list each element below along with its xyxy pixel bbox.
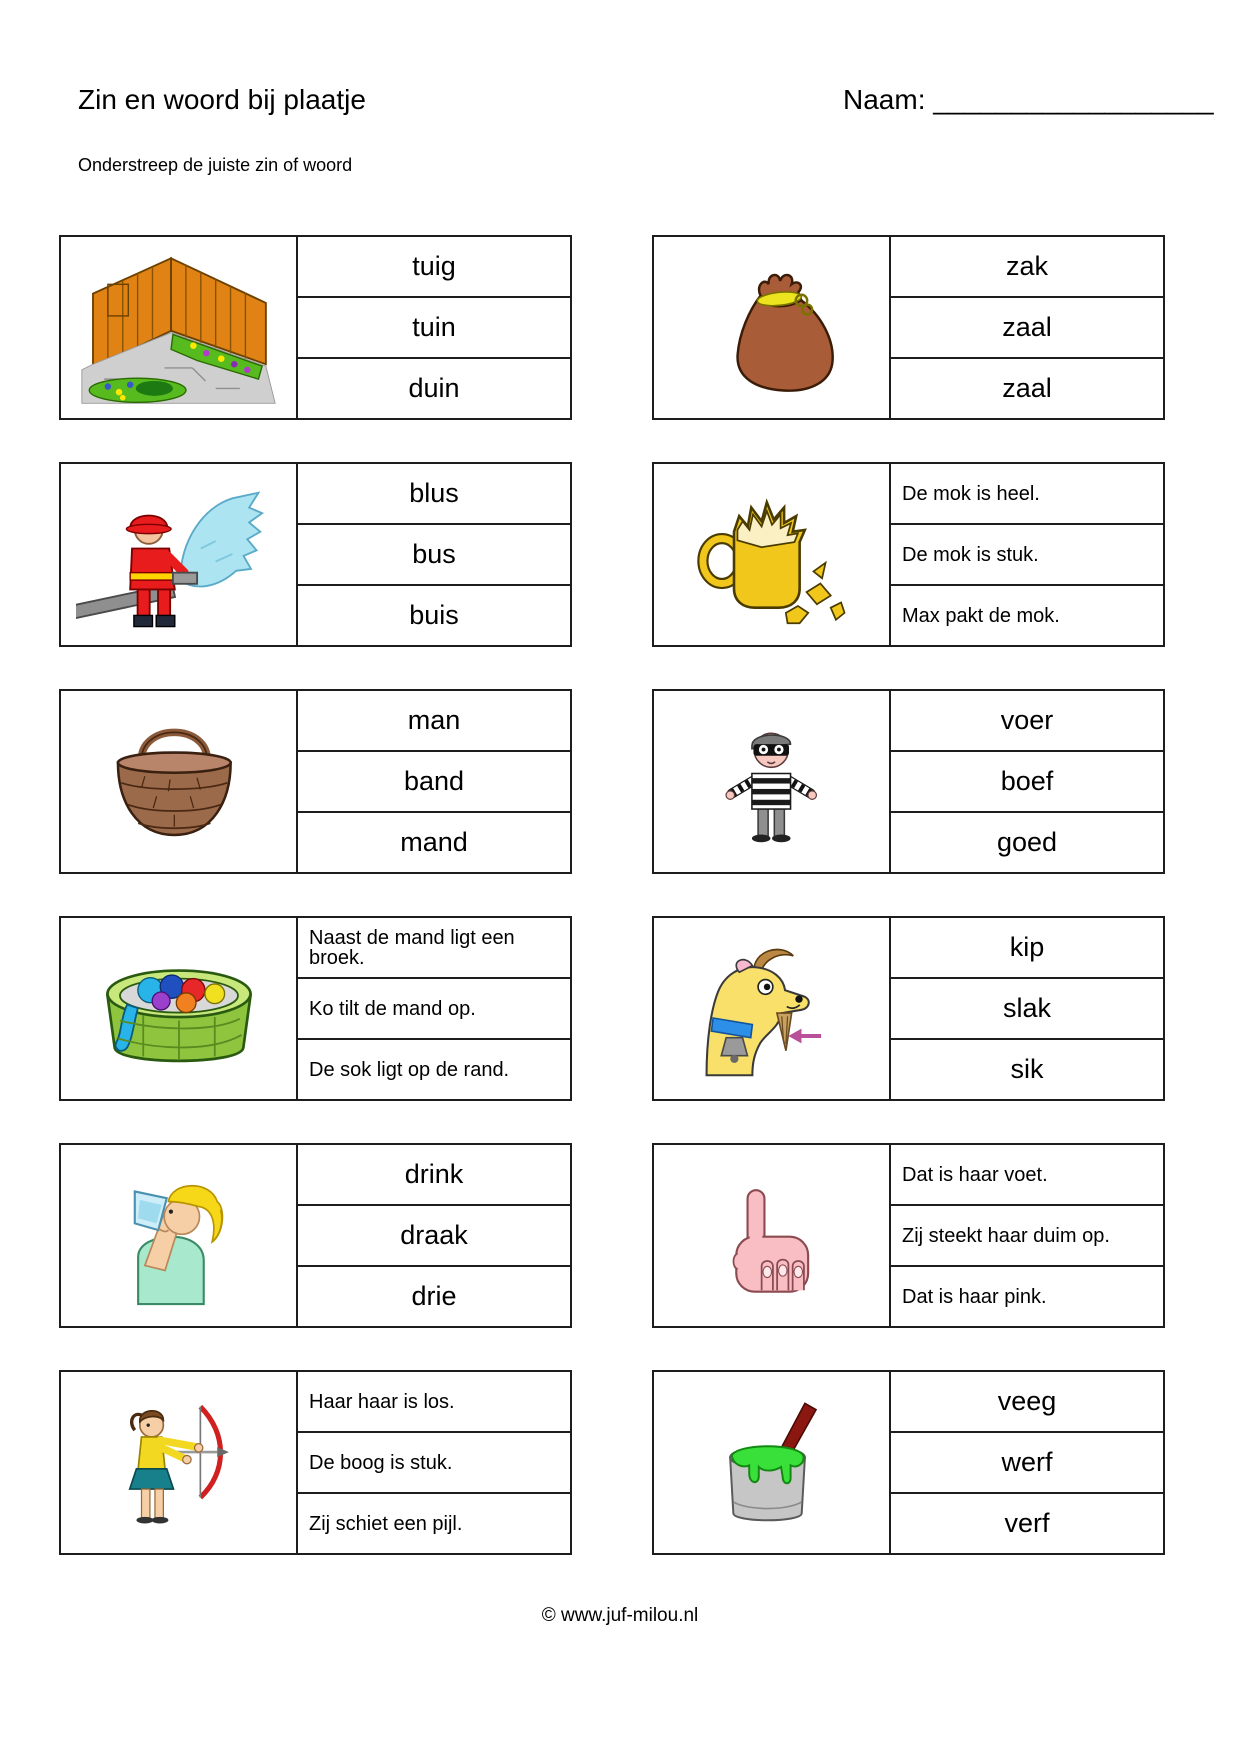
option-cell[interactable]: Ko tilt de mand op. xyxy=(298,979,570,1040)
option-cell[interactable]: zaal xyxy=(891,298,1163,359)
exercise-box-laundry xyxy=(59,916,572,1101)
sack-illustration xyxy=(654,237,891,418)
name-label: Naam: xyxy=(843,84,926,115)
laundry-basket-illustration xyxy=(61,918,298,1099)
option-cell[interactable]: De sok ligt op de rand. xyxy=(309,1058,510,1081)
instruction-text: Onderstreep de juiste zin of woord xyxy=(78,155,353,175)
option-cell[interactable]: Naast de mand ligt een broek. xyxy=(298,918,570,979)
goat-illustration xyxy=(654,918,891,1099)
option-cell[interactable]: Max pakt de mok. xyxy=(902,604,1060,627)
option-cell[interactable]: Zij schiet een pijl. xyxy=(309,1512,463,1535)
option-cell[interactable]: mand xyxy=(400,827,468,857)
option-cell[interactable]: voer xyxy=(891,691,1163,752)
pointing-hand-illustration xyxy=(654,1145,891,1326)
paint-can-illustration xyxy=(654,1372,891,1553)
option-cell[interactable]: zak xyxy=(891,237,1163,298)
option-cell[interactable]: kip xyxy=(891,918,1163,979)
exercise-box-mug xyxy=(652,462,1165,647)
option-cell[interactable]: boef xyxy=(891,752,1163,813)
garden-illustration xyxy=(61,237,298,418)
basket-illustration xyxy=(61,691,298,872)
exercise-box-goat xyxy=(652,916,1165,1101)
option-cell[interactable]: buis xyxy=(409,600,459,630)
option-cell[interactable]: Dat is haar voet. xyxy=(891,1145,1163,1206)
option-cell[interactable]: drie xyxy=(411,1281,457,1311)
option-cell[interactable]: goed xyxy=(996,827,1058,857)
broken-mug-illustration xyxy=(654,464,891,645)
exercise-box-archer xyxy=(59,1370,572,1555)
option-cell[interactable]: tuin xyxy=(298,298,570,359)
option-cell[interactable]: De mok is stuk. xyxy=(891,525,1163,586)
option-cell[interactable]: sik xyxy=(1010,1054,1044,1084)
option-cell[interactable]: veeg xyxy=(891,1372,1163,1433)
option-cell[interactable]: Dat is haar pink. xyxy=(902,1285,1047,1308)
name-blank-line[interactable]: __________________ xyxy=(933,84,1214,115)
option-cell[interactable]: werf xyxy=(891,1433,1163,1494)
option-cell[interactable]: blus xyxy=(298,464,570,525)
option-cell[interactable]: man xyxy=(298,691,570,752)
option-cell[interactable]: drink xyxy=(298,1145,570,1206)
archer-girl-illustration xyxy=(61,1372,298,1553)
exercise-box-hand xyxy=(652,1143,1165,1328)
option-cell[interactable]: Haar haar is los. xyxy=(298,1372,570,1433)
copyright-footer: © www.juf-milou.nl xyxy=(541,1605,699,1626)
exercise-box-sack xyxy=(652,235,1165,420)
exercise-box-paint xyxy=(652,1370,1165,1555)
exercise-box-drinking xyxy=(59,1143,572,1328)
option-cell[interactable]: tuig xyxy=(298,237,570,298)
option-cell[interactable]: slak xyxy=(891,979,1163,1040)
burglar-illustration xyxy=(654,691,891,872)
exercise-box-firefighter xyxy=(59,462,572,647)
option-cell[interactable]: De boog is stuk. xyxy=(298,1433,570,1494)
exercise-box-burglar xyxy=(652,689,1165,874)
page-title: Zin en woord bij plaatje xyxy=(78,84,366,115)
exercise-box-basket xyxy=(59,689,572,874)
option-cell[interactable]: band xyxy=(298,752,570,813)
option-cell[interactable]: draak xyxy=(298,1206,570,1267)
option-cell[interactable]: duin xyxy=(408,373,460,403)
drinking-girl-illustration xyxy=(61,1145,298,1326)
option-cell[interactable]: De mok is heel. xyxy=(891,464,1163,525)
firefighter-illustration xyxy=(61,464,298,645)
option-cell[interactable]: bus xyxy=(298,525,570,586)
exercise-box-garden xyxy=(59,235,572,420)
option-cell[interactable]: Zij steekt haar duim op. xyxy=(891,1206,1163,1267)
name-field xyxy=(843,84,1214,116)
option-cell[interactable]: zaal xyxy=(1002,373,1052,403)
option-cell[interactable]: verf xyxy=(1004,1508,1050,1538)
